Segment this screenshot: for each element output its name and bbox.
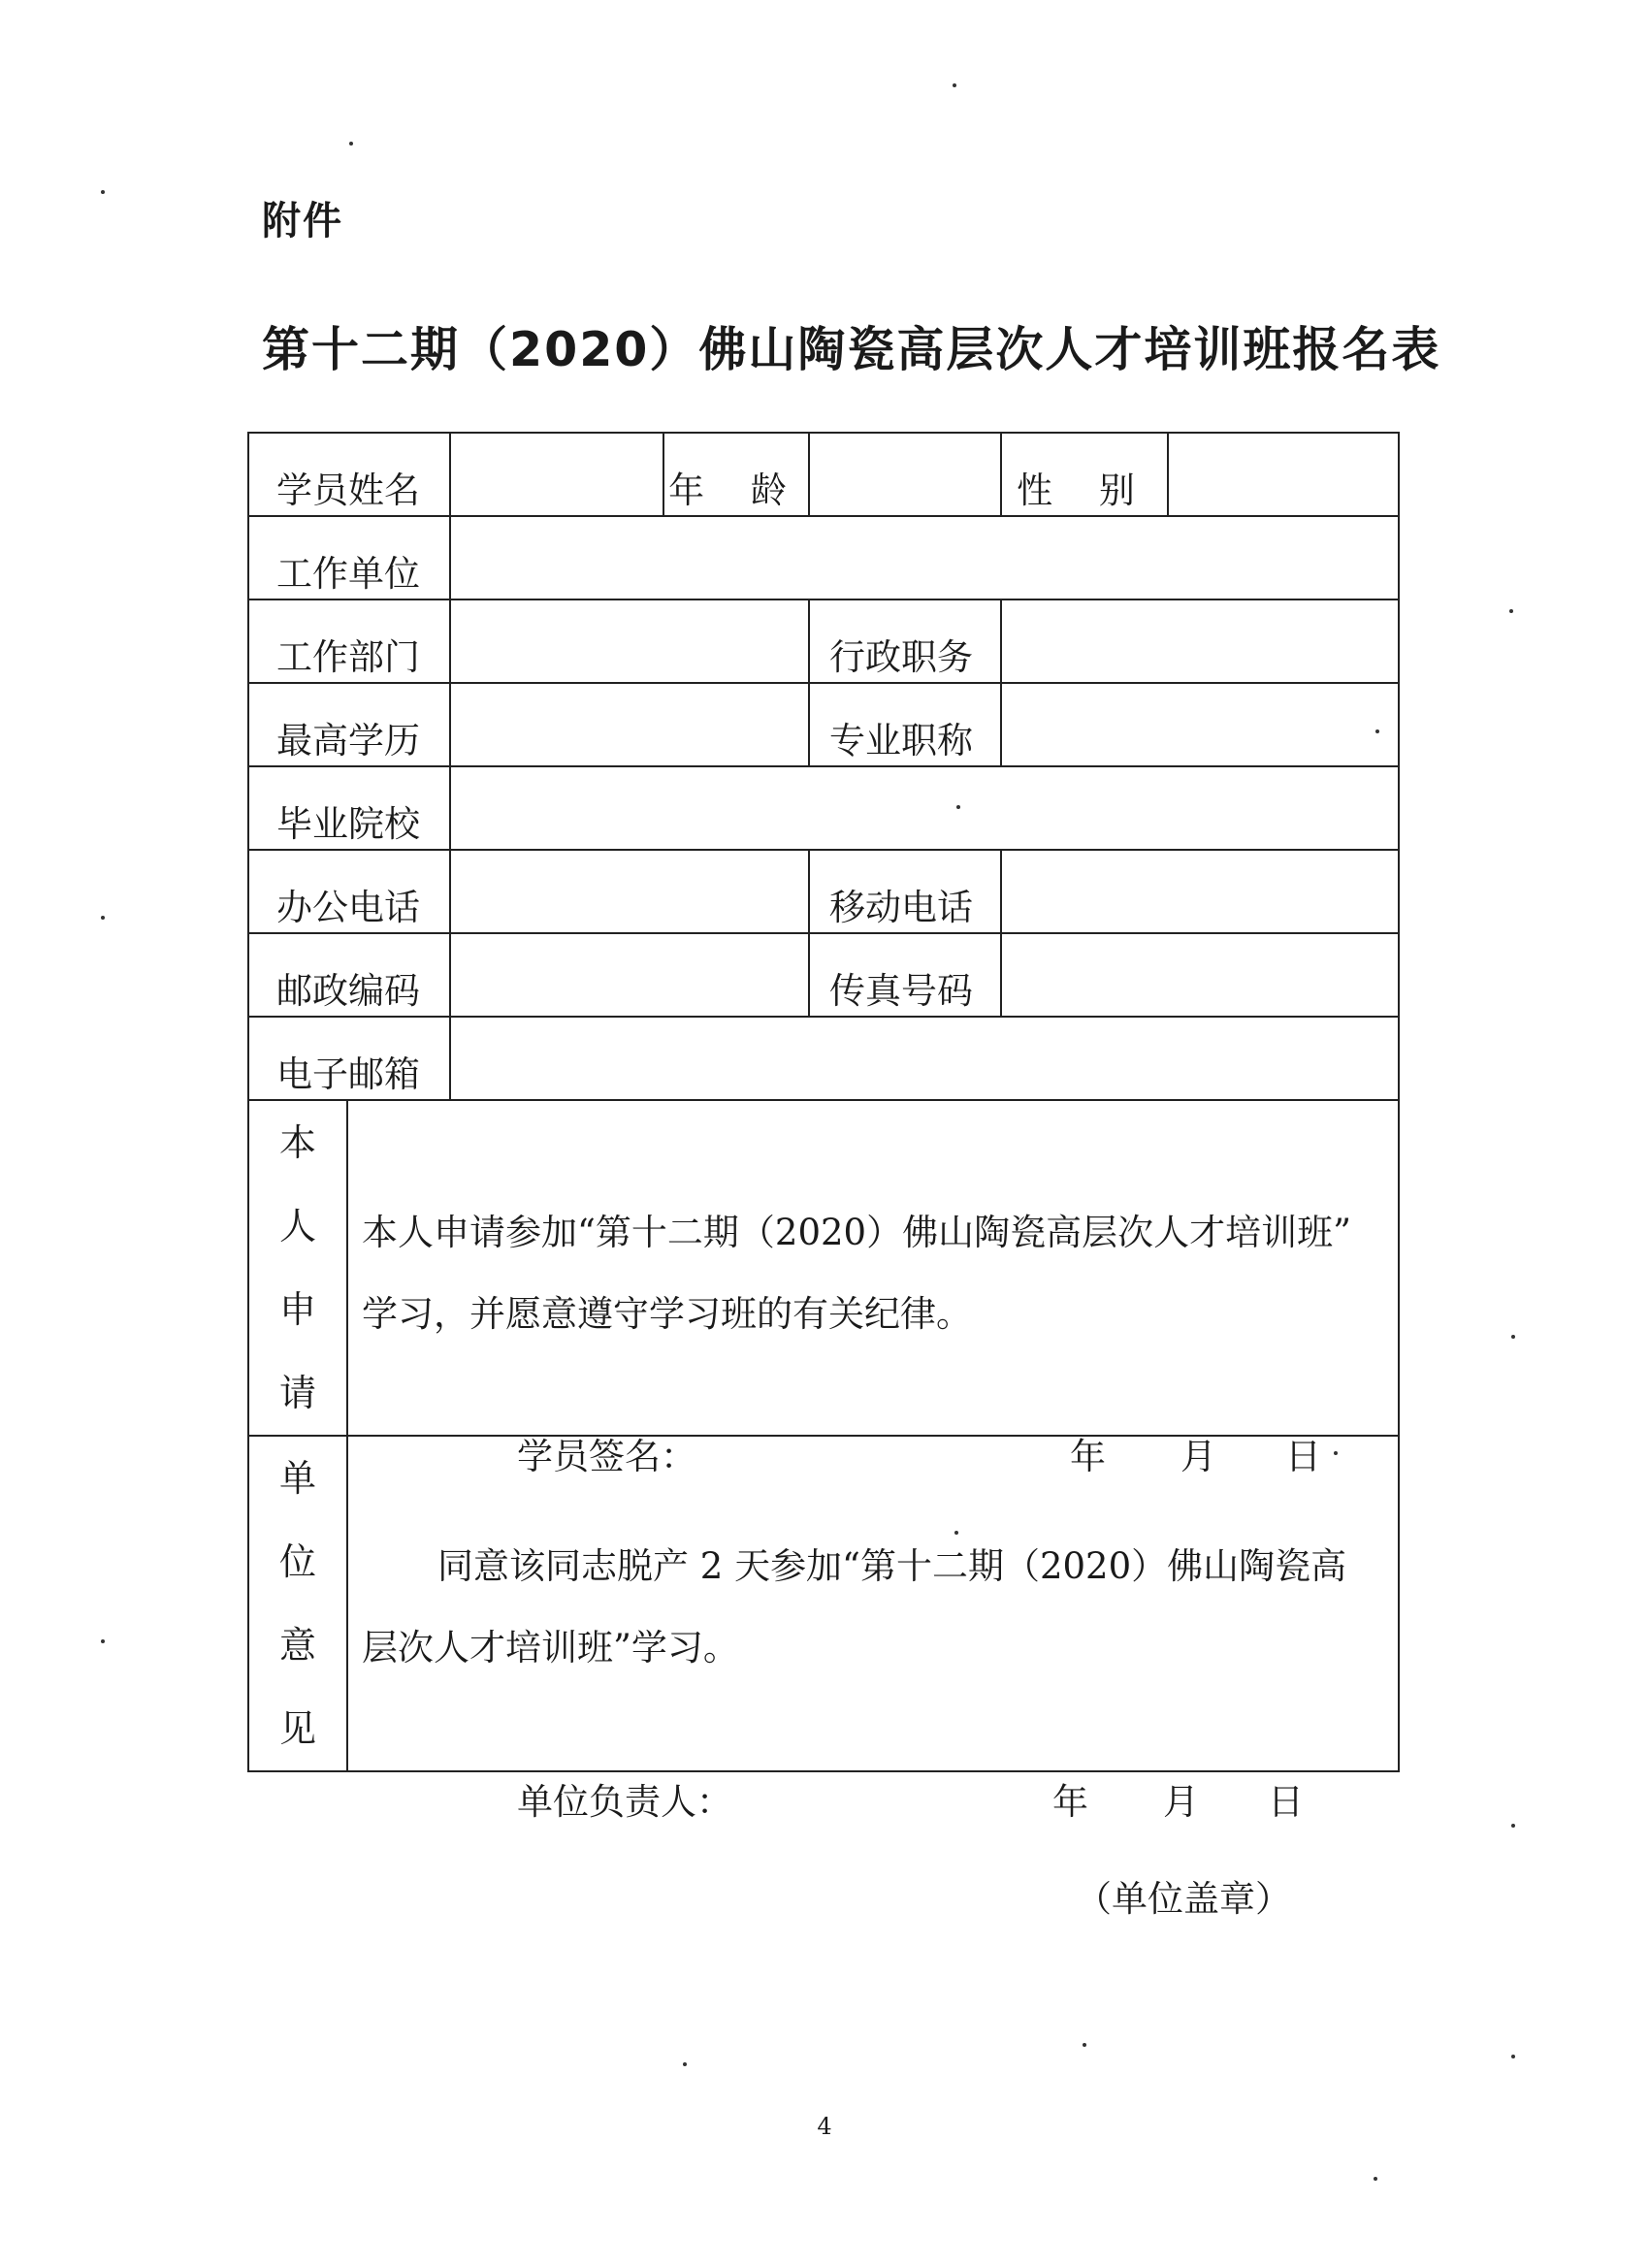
employer-field[interactable] (450, 516, 1399, 599)
application-year-label: 年 (1070, 1436, 1106, 1477)
student-signature-label: 学员签名： (517, 1436, 696, 1477)
employer-label: 工作单位 (248, 516, 450, 599)
opinion-side-char: 意 (278, 1624, 316, 1667)
professional-title-field[interactable] (1001, 683, 1399, 766)
form-row-school (248, 766, 1399, 850)
opinion-side-char: 单 (278, 1457, 316, 1500)
opinion-year-label: 年 (1052, 1781, 1088, 1823)
form-row-phone (248, 850, 1399, 933)
department-label: 工作部门 (248, 599, 450, 683)
application-text-line2: 学习，并愿意遵守学习班的有关纪律。 (362, 1293, 972, 1335)
postcode-field[interactable] (450, 933, 809, 1017)
opinion-text-line1: 同意该同志脱产 2 天参加“第十二期（2020）佛山陶瓷高 (437, 1545, 1347, 1587)
department-field[interactable] (450, 599, 809, 683)
gender-field[interactable] (1168, 433, 1399, 516)
professional-title-label: 专业职称 (809, 683, 1001, 766)
form-title: 第十二期（2020）佛山陶瓷高层次人才培训班报名表 (262, 322, 1441, 377)
mobile-field[interactable] (1001, 850, 1399, 933)
mobile-label: 移动电话 (809, 850, 1001, 933)
application-side-label (248, 1100, 347, 1436)
position-field[interactable] (1001, 599, 1399, 683)
application-section (248, 1100, 1399, 1436)
fax-field[interactable] (1001, 933, 1399, 1017)
education-label: 最高学历 (248, 683, 450, 766)
email-field[interactable] (450, 1017, 1399, 1100)
application-side-char: 人 (278, 1205, 316, 1247)
school-field[interactable] (450, 766, 1399, 850)
school-label: 毕业院校 (248, 766, 450, 850)
opinion-month-label: 月 (1163, 1781, 1199, 1823)
unit-seal-label: （单位盖章） (1076, 1878, 1291, 1920)
form-row-name (248, 433, 1399, 516)
form-row-employer (248, 516, 1399, 599)
form-row-department (248, 599, 1399, 683)
position-label: 行政职务 (809, 599, 1001, 683)
page-number: 4 (817, 2113, 832, 2140)
office-phone-label: 办公电话 (248, 850, 450, 933)
opinion-side-char: 位 (278, 1540, 316, 1583)
attachment-label: 附件 (262, 199, 343, 243)
fax-label: 传真号码 (809, 933, 1001, 1017)
age-field[interactable] (809, 433, 1001, 516)
opinion-day-label: 日 (1268, 1781, 1304, 1823)
postcode-label: 邮政编码 (248, 933, 450, 1017)
employer-opinion-content[interactable] (347, 1436, 1399, 1920)
application-content[interactable] (347, 1100, 1399, 1477)
registration-form-table (247, 432, 1400, 1920)
application-side-char: 申 (278, 1288, 316, 1331)
office-phone-field[interactable] (450, 850, 809, 933)
opinion-side-char: 见 (278, 1707, 316, 1750)
opinion-text-line2: 层次人才培训班”学习。 (362, 1627, 739, 1669)
email-label: 电子邮箱 (248, 1017, 450, 1100)
application-day-label: 日 (1285, 1436, 1321, 1477)
name-field[interactable] (450, 433, 663, 516)
application-side-char: 本 (278, 1121, 316, 1164)
application-text-line1: 本人申请参加“第十二期（2020）佛山陶瓷高层次人才培训班” (362, 1212, 1351, 1253)
employer-opinion-side-label (248, 1436, 347, 1771)
education-field[interactable] (450, 683, 809, 766)
employer-opinion-section (248, 1436, 1399, 1771)
form-row-postcode (248, 933, 1399, 1017)
gender-label: 性 别 (1001, 433, 1168, 516)
name-label: 学员姓名 (248, 433, 450, 516)
unit-responsible-label: 单位负责人： (517, 1781, 732, 1823)
form-row-email (248, 1017, 1399, 1100)
form-row-education (248, 683, 1399, 766)
application-side-char: 请 (278, 1372, 316, 1414)
age-label: 年 龄 (663, 433, 809, 516)
application-month-label: 月 (1180, 1436, 1216, 1477)
